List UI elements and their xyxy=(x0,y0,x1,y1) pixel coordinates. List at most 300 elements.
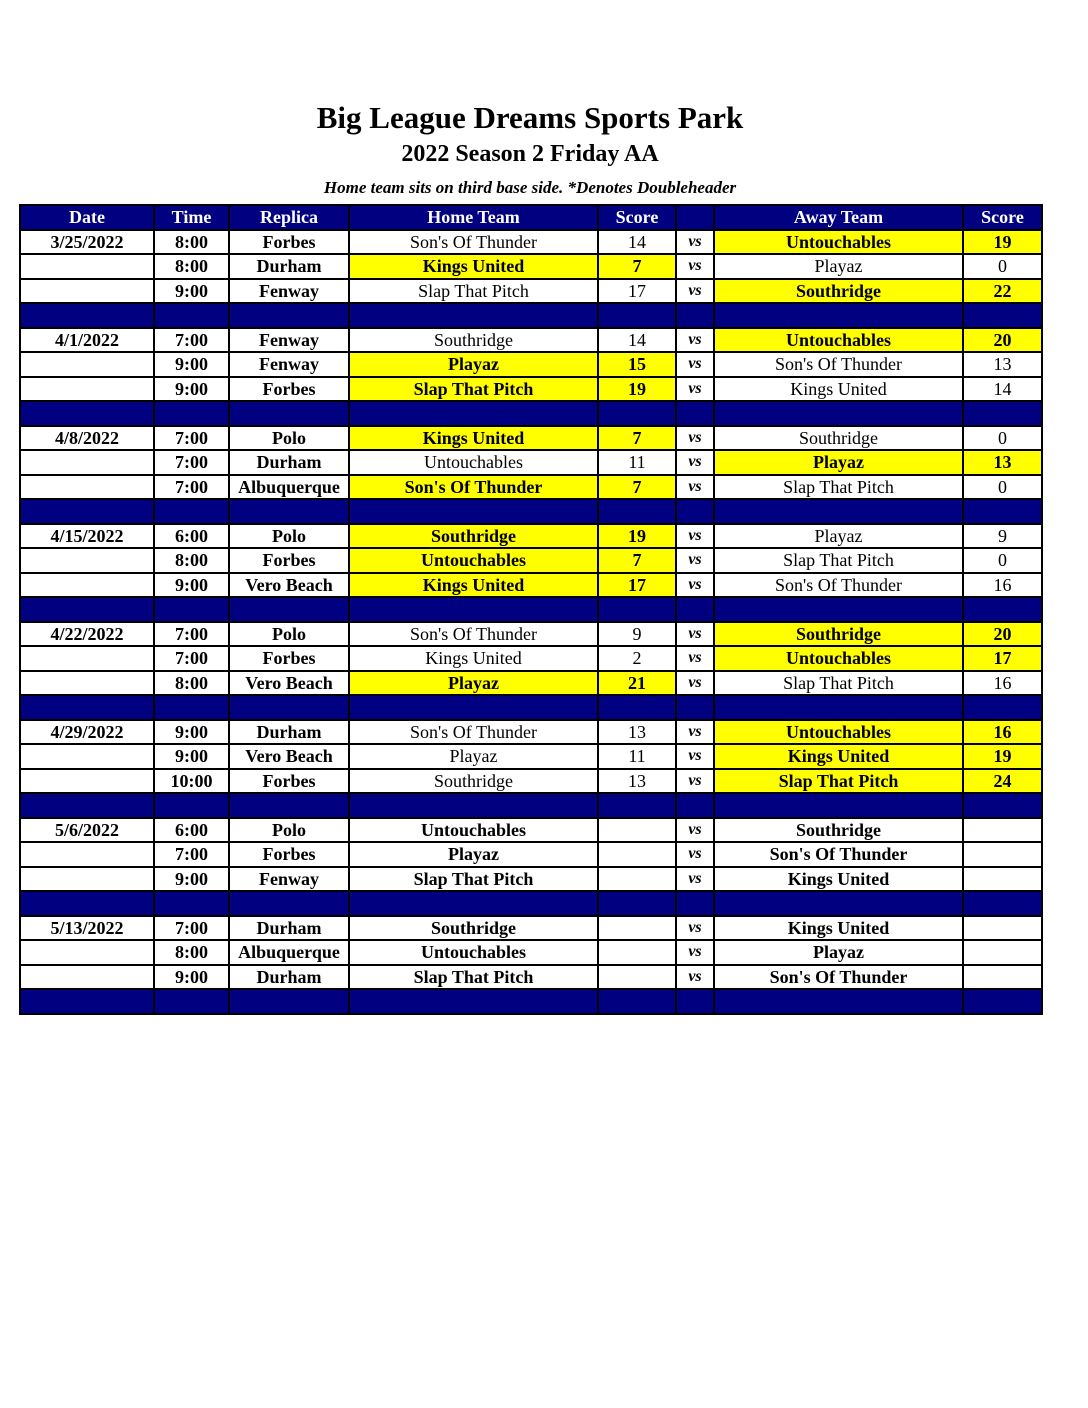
week-separator-row xyxy=(20,401,1042,426)
away-team-cell: Son's Of Thunder xyxy=(714,352,963,377)
separator-cell xyxy=(714,401,963,426)
vs-cell: vs xyxy=(676,842,714,867)
separator-cell xyxy=(349,597,598,622)
game-row xyxy=(20,230,1042,255)
separator-cell xyxy=(154,303,229,328)
away-score-cell: 0 xyxy=(963,548,1042,573)
time-cell: 6:00 xyxy=(154,818,229,843)
separator-cell xyxy=(154,793,229,818)
separator-cell xyxy=(598,303,676,328)
separator-cell xyxy=(598,989,676,1014)
vs-cell: vs xyxy=(676,720,714,745)
separator-cell xyxy=(598,891,676,916)
separator-cell xyxy=(154,499,229,524)
home-score-cell xyxy=(598,867,676,892)
separator-cell xyxy=(714,891,963,916)
game-row xyxy=(20,524,1042,549)
away-score-cell xyxy=(963,965,1042,990)
separator-cell xyxy=(963,891,1042,916)
field-cell: Forbes xyxy=(229,548,349,573)
time-cell: 9:00 xyxy=(154,352,229,377)
vs-cell: vs xyxy=(676,940,714,965)
home-team-cell: Southridge xyxy=(349,328,598,353)
home-team-cell: Untouchables xyxy=(349,940,598,965)
home-score-cell xyxy=(598,940,676,965)
header-home-team: Home Team xyxy=(349,205,598,230)
game-row xyxy=(20,279,1042,304)
field-cell: Forbes xyxy=(229,377,349,402)
home-team-cell: Playaz xyxy=(349,842,598,867)
time-cell: 8:00 xyxy=(154,230,229,255)
week-separator-row xyxy=(20,597,1042,622)
date-cell xyxy=(20,842,154,867)
header-home-score: Score xyxy=(598,205,676,230)
home-team-cell: Kings United xyxy=(349,426,598,451)
date-cell xyxy=(20,940,154,965)
separator-cell xyxy=(714,793,963,818)
away-score-cell: 0 xyxy=(963,426,1042,451)
vs-cell: vs xyxy=(676,377,714,402)
time-cell: 7:00 xyxy=(154,426,229,451)
separator-cell xyxy=(229,989,349,1014)
separator-cell xyxy=(229,695,349,720)
away-team-cell: Southridge xyxy=(714,818,963,843)
game-row xyxy=(20,671,1042,696)
field-cell: Albuquerque xyxy=(229,475,349,500)
separator-cell xyxy=(714,303,963,328)
schedule-note: Home team sits on third base side. *Denotes Doubleheader xyxy=(323,178,737,197)
vs-cell: vs xyxy=(676,744,714,769)
field-cell: Fenway xyxy=(229,328,349,353)
page-title: Big League Dreams Sports Park xyxy=(316,100,744,135)
time-cell: 9:00 xyxy=(154,744,229,769)
separator-cell xyxy=(229,303,349,328)
home-team-cell: Slap That Pitch xyxy=(349,867,598,892)
away-team-cell: Kings United xyxy=(714,916,963,941)
field-cell: Fenway xyxy=(229,867,349,892)
away-team-cell: Untouchables xyxy=(714,720,963,745)
date-cell xyxy=(20,548,154,573)
time-cell: 7:00 xyxy=(154,842,229,867)
away-team-cell: Untouchables xyxy=(714,328,963,353)
game-row xyxy=(20,377,1042,402)
field-cell: Fenway xyxy=(229,279,349,304)
separator-cell xyxy=(154,695,229,720)
separator-cell xyxy=(20,793,154,818)
home-team-cell: Kings United xyxy=(349,646,598,671)
game-row xyxy=(20,818,1042,843)
away-team-cell: Slap That Pitch xyxy=(714,769,963,794)
field-cell: Polo xyxy=(229,426,349,451)
vs-cell: vs xyxy=(676,279,714,304)
home-score-cell xyxy=(598,965,676,990)
separator-cell xyxy=(229,793,349,818)
home-team-cell: Playaz xyxy=(349,671,598,696)
field-cell: Forbes xyxy=(229,842,349,867)
separator-cell xyxy=(676,303,714,328)
home-team-cell: Playaz xyxy=(349,352,598,377)
away-team-cell: Playaz xyxy=(714,254,963,279)
separator-cell xyxy=(963,989,1042,1014)
date-cell xyxy=(20,646,154,671)
field-cell: Durham xyxy=(229,450,349,475)
header-date: Date xyxy=(20,205,154,230)
game-row xyxy=(20,916,1042,941)
away-score-cell: 16 xyxy=(963,671,1042,696)
vs-cell: vs xyxy=(676,524,714,549)
away-score-cell: 0 xyxy=(963,254,1042,279)
home-team-cell: Slap That Pitch xyxy=(349,279,598,304)
separator-cell xyxy=(154,597,229,622)
separator-cell xyxy=(676,597,714,622)
home-score-cell: 7 xyxy=(598,475,676,500)
time-cell: 9:00 xyxy=(154,573,229,598)
home-score-cell: 2 xyxy=(598,646,676,671)
home-team-cell: Son's Of Thunder xyxy=(349,720,598,745)
separator-cell xyxy=(963,597,1042,622)
field-cell: Polo xyxy=(229,622,349,647)
date-cell: 4/1/2022 xyxy=(20,328,154,353)
away-score-cell: 16 xyxy=(963,573,1042,598)
away-team-cell: Slap That Pitch xyxy=(714,671,963,696)
home-team-cell: Kings United xyxy=(349,573,598,598)
time-cell: 8:00 xyxy=(154,940,229,965)
home-score-cell: 14 xyxy=(598,328,676,353)
field-cell: Vero Beach xyxy=(229,573,349,598)
date-cell xyxy=(20,279,154,304)
game-row xyxy=(20,940,1042,965)
away-team-cell: Southridge xyxy=(714,279,963,304)
game-row xyxy=(20,450,1042,475)
date-cell xyxy=(20,769,154,794)
time-cell: 7:00 xyxy=(154,916,229,941)
vs-cell: vs xyxy=(676,818,714,843)
time-cell: 7:00 xyxy=(154,450,229,475)
home-score-cell: 15 xyxy=(598,352,676,377)
game-row xyxy=(20,352,1042,377)
away-score-cell xyxy=(963,867,1042,892)
field-cell: Polo xyxy=(229,524,349,549)
date-cell xyxy=(20,965,154,990)
home-team-cell: Southridge xyxy=(349,916,598,941)
separator-cell xyxy=(349,891,598,916)
date-cell: 4/15/2022 xyxy=(20,524,154,549)
vs-cell: vs xyxy=(676,352,714,377)
week-separator-row xyxy=(20,695,1042,720)
week-separator-row xyxy=(20,793,1042,818)
home-score-cell: 17 xyxy=(598,573,676,598)
home-score-cell: 14 xyxy=(598,230,676,255)
away-score-cell: 9 xyxy=(963,524,1042,549)
date-cell: 5/13/2022 xyxy=(20,916,154,941)
week-separator-row xyxy=(20,891,1042,916)
game-row xyxy=(20,475,1042,500)
game-row xyxy=(20,744,1042,769)
time-cell: 7:00 xyxy=(154,622,229,647)
vs-cell: vs xyxy=(676,450,714,475)
vs-cell: vs xyxy=(676,769,714,794)
field-cell: Forbes xyxy=(229,230,349,255)
home-score-cell: 11 xyxy=(598,450,676,475)
home-team-cell: Untouchables xyxy=(349,818,598,843)
time-cell: 9:00 xyxy=(154,867,229,892)
away-team-cell: Southridge xyxy=(714,622,963,647)
separator-cell xyxy=(20,499,154,524)
time-cell: 8:00 xyxy=(154,548,229,573)
separator-cell xyxy=(714,499,963,524)
home-score-cell xyxy=(598,916,676,941)
date-cell xyxy=(20,450,154,475)
separator-cell xyxy=(349,989,598,1014)
vs-cell: vs xyxy=(676,916,714,941)
time-cell: 7:00 xyxy=(154,475,229,500)
home-team-cell: Untouchables xyxy=(349,548,598,573)
separator-cell xyxy=(154,891,229,916)
separator-cell xyxy=(598,597,676,622)
game-row xyxy=(20,965,1042,990)
header-away-score: Score xyxy=(963,205,1042,230)
game-row xyxy=(20,867,1042,892)
separator-cell xyxy=(229,597,349,622)
date-cell: 5/6/2022 xyxy=(20,818,154,843)
home-score-cell: 7 xyxy=(598,254,676,279)
schedule-table xyxy=(19,204,1043,1015)
away-score-cell: 17 xyxy=(963,646,1042,671)
separator-cell xyxy=(676,793,714,818)
away-score-cell: 19 xyxy=(963,744,1042,769)
separator-cell xyxy=(963,499,1042,524)
field-cell: Durham xyxy=(229,720,349,745)
header-vs xyxy=(676,205,714,230)
date-cell xyxy=(20,867,154,892)
date-cell xyxy=(20,475,154,500)
time-cell: 9:00 xyxy=(154,377,229,402)
home-team-cell: Playaz xyxy=(349,744,598,769)
away-score-cell: 20 xyxy=(963,622,1042,647)
field-cell: Vero Beach xyxy=(229,671,349,696)
away-score-cell: 0 xyxy=(963,475,1042,500)
vs-cell: vs xyxy=(676,230,714,255)
home-score-cell: 17 xyxy=(598,279,676,304)
home-team-cell: Son's Of Thunder xyxy=(349,475,598,500)
field-cell: Fenway xyxy=(229,352,349,377)
separator-cell xyxy=(676,891,714,916)
home-score-cell xyxy=(598,818,676,843)
separator-cell xyxy=(676,401,714,426)
separator-cell xyxy=(598,401,676,426)
time-cell: 9:00 xyxy=(154,965,229,990)
away-team-cell: Kings United xyxy=(714,377,963,402)
field-cell: Forbes xyxy=(229,769,349,794)
vs-cell: vs xyxy=(676,622,714,647)
vs-cell: vs xyxy=(676,548,714,573)
week-separator-row xyxy=(20,303,1042,328)
separator-cell xyxy=(598,793,676,818)
date-cell xyxy=(20,744,154,769)
separator-cell xyxy=(154,401,229,426)
away-score-cell: 19 xyxy=(963,230,1042,255)
header-time: Time xyxy=(154,205,229,230)
home-team-cell: Southridge xyxy=(349,524,598,549)
separator-cell xyxy=(598,695,676,720)
game-row xyxy=(20,720,1042,745)
header-away-team: Away Team xyxy=(714,205,963,230)
date-cell xyxy=(20,671,154,696)
field-cell: Albuquerque xyxy=(229,940,349,965)
date-cell xyxy=(20,254,154,279)
home-team-cell: Southridge xyxy=(349,769,598,794)
separator-cell xyxy=(676,499,714,524)
home-team-cell: Slap That Pitch xyxy=(349,377,598,402)
week-separator-row xyxy=(20,499,1042,524)
away-score-cell: 13 xyxy=(963,352,1042,377)
away-team-cell: Son's Of Thunder xyxy=(714,573,963,598)
away-score-cell: 24 xyxy=(963,769,1042,794)
away-score-cell: 20 xyxy=(963,328,1042,353)
away-team-cell: Untouchables xyxy=(714,230,963,255)
game-row xyxy=(20,622,1042,647)
vs-cell: vs xyxy=(676,646,714,671)
separator-cell xyxy=(676,989,714,1014)
time-cell: 7:00 xyxy=(154,328,229,353)
separator-cell xyxy=(963,303,1042,328)
time-cell: 8:00 xyxy=(154,671,229,696)
date-cell xyxy=(20,352,154,377)
home-team-cell: Kings United xyxy=(349,254,598,279)
separator-cell xyxy=(676,695,714,720)
date-cell xyxy=(20,573,154,598)
time-cell: 9:00 xyxy=(154,279,229,304)
separator-cell xyxy=(349,695,598,720)
away-team-cell: Untouchables xyxy=(714,646,963,671)
separator-cell xyxy=(20,989,154,1014)
vs-cell: vs xyxy=(676,573,714,598)
home-score-cell: 9 xyxy=(598,622,676,647)
page-subtitle: 2022 Season 2 Friday AA xyxy=(401,141,659,167)
time-cell: 9:00 xyxy=(154,720,229,745)
vs-cell: vs xyxy=(676,671,714,696)
separator-cell xyxy=(963,401,1042,426)
date-cell: 4/29/2022 xyxy=(20,720,154,745)
vs-cell: vs xyxy=(676,254,714,279)
away-score-cell: 14 xyxy=(963,377,1042,402)
separator-cell xyxy=(20,891,154,916)
date-cell: 3/25/2022 xyxy=(20,230,154,255)
home-team-cell: Slap That Pitch xyxy=(349,965,598,990)
field-cell: Durham xyxy=(229,965,349,990)
away-team-cell: Son's Of Thunder xyxy=(714,965,963,990)
separator-cell xyxy=(20,597,154,622)
home-score-cell: 19 xyxy=(598,377,676,402)
game-row xyxy=(20,254,1042,279)
time-cell: 6:00 xyxy=(154,524,229,549)
away-team-cell: Playaz xyxy=(714,940,963,965)
separator-cell xyxy=(963,793,1042,818)
away-team-cell: Southridge xyxy=(714,426,963,451)
away-team-cell: Playaz xyxy=(714,450,963,475)
game-row xyxy=(20,769,1042,794)
home-score-cell: 7 xyxy=(598,426,676,451)
home-team-cell: Son's Of Thunder xyxy=(349,622,598,647)
separator-cell xyxy=(349,303,598,328)
away-team-cell: Kings United xyxy=(714,867,963,892)
vs-cell: vs xyxy=(676,328,714,353)
field-cell: Polo xyxy=(229,818,349,843)
separator-cell xyxy=(20,303,154,328)
separator-cell xyxy=(714,597,963,622)
separator-cell xyxy=(154,989,229,1014)
game-row xyxy=(20,842,1042,867)
header-row xyxy=(20,205,1042,230)
separator-cell xyxy=(349,401,598,426)
game-row xyxy=(20,426,1042,451)
separator-cell xyxy=(20,401,154,426)
away-team-cell: Slap That Pitch xyxy=(714,548,963,573)
time-cell: 7:00 xyxy=(154,646,229,671)
game-row xyxy=(20,573,1042,598)
away-score-cell xyxy=(963,916,1042,941)
away-score-cell xyxy=(963,842,1042,867)
home-score-cell xyxy=(598,842,676,867)
field-cell: Vero Beach xyxy=(229,744,349,769)
home-team-cell: Untouchables xyxy=(349,450,598,475)
time-cell: 10:00 xyxy=(154,769,229,794)
separator-cell xyxy=(963,695,1042,720)
away-team-cell: Playaz xyxy=(714,524,963,549)
vs-cell: vs xyxy=(676,475,714,500)
away-score-cell: 16 xyxy=(963,720,1042,745)
date-cell: 4/8/2022 xyxy=(20,426,154,451)
separator-cell xyxy=(229,499,349,524)
away-score-cell: 13 xyxy=(963,450,1042,475)
away-score-cell xyxy=(963,818,1042,843)
separator-cell xyxy=(349,793,598,818)
field-cell: Forbes xyxy=(229,646,349,671)
separator-cell xyxy=(598,499,676,524)
field-cell: Durham xyxy=(229,916,349,941)
date-cell: 4/22/2022 xyxy=(20,622,154,647)
home-score-cell: 19 xyxy=(598,524,676,549)
away-team-cell: Son's Of Thunder xyxy=(714,842,963,867)
separator-cell xyxy=(349,499,598,524)
time-cell: 8:00 xyxy=(154,254,229,279)
separator-cell xyxy=(229,891,349,916)
away-team-cell: Kings United xyxy=(714,744,963,769)
vs-cell: vs xyxy=(676,426,714,451)
away-score-cell xyxy=(963,940,1042,965)
field-cell: Durham xyxy=(229,254,349,279)
vs-cell: vs xyxy=(676,867,714,892)
separator-cell xyxy=(714,989,963,1014)
home-score-cell: 11 xyxy=(598,744,676,769)
header-replica: Replica xyxy=(229,205,349,230)
vs-cell: vs xyxy=(676,965,714,990)
separator-cell xyxy=(714,695,963,720)
home-score-cell: 21 xyxy=(598,671,676,696)
week-separator-row xyxy=(20,989,1042,1014)
home-score-cell: 13 xyxy=(598,720,676,745)
home-team-cell: Son's Of Thunder xyxy=(349,230,598,255)
game-row xyxy=(20,328,1042,353)
date-cell xyxy=(20,377,154,402)
game-row xyxy=(20,646,1042,671)
home-score-cell: 7 xyxy=(598,548,676,573)
home-score-cell: 13 xyxy=(598,769,676,794)
away-team-cell: Slap That Pitch xyxy=(714,475,963,500)
game-row xyxy=(20,548,1042,573)
away-score-cell: 22 xyxy=(963,279,1042,304)
separator-cell xyxy=(229,401,349,426)
